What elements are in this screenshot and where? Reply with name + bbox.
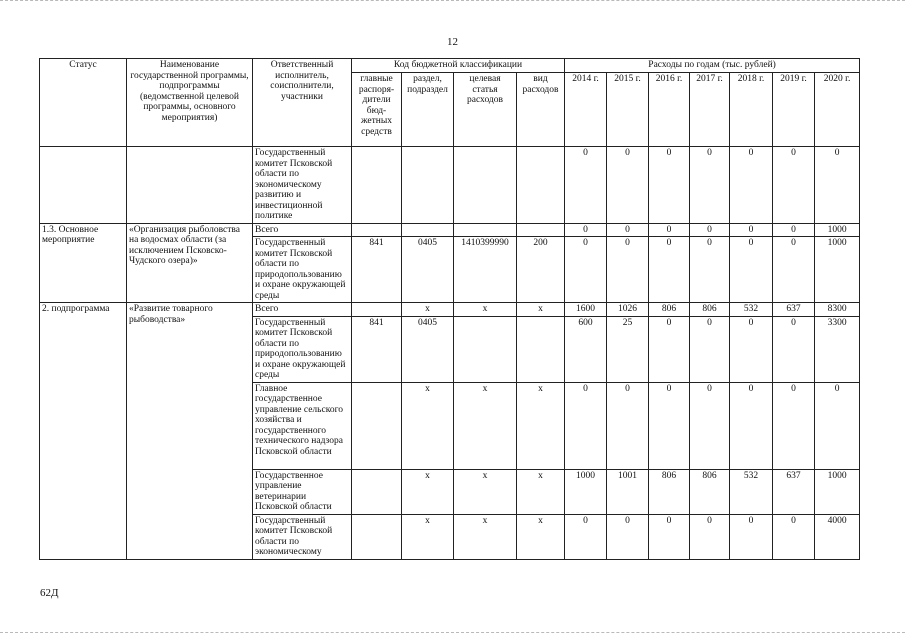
bk-target-cell: x <box>454 469 517 514</box>
value-cell: 0 <box>773 382 815 469</box>
value-cell: 806 <box>649 469 690 514</box>
bk-section-cell: 0405 <box>402 316 454 382</box>
value-cell: 806 <box>649 303 690 317</box>
value-cell: 0 <box>690 223 730 237</box>
bk-main-cell <box>352 469 402 514</box>
value-cell: 0 <box>649 316 690 382</box>
budget-table <box>39 58 860 560</box>
bk-type-cell: x <box>517 382 565 469</box>
header-responsible: Ответственный исполнитель, соисполнители, участники <box>253 59 352 147</box>
value-cell: 0 <box>607 237 649 303</box>
value-cell: 0 <box>730 147 773 224</box>
header-year: 2017 г. <box>690 73 730 147</box>
bk-section-cell: x <box>402 303 454 317</box>
header-bk-section: раздел, подраздел <box>402 73 454 147</box>
responsible-cell: Всего <box>253 223 352 237</box>
value-cell: 0 <box>649 382 690 469</box>
value-cell: 0 <box>815 382 860 469</box>
bk-target-cell: x <box>454 514 517 559</box>
bk-type-cell: x <box>517 469 565 514</box>
table-row <box>40 147 860 224</box>
bk-target-cell: x <box>454 382 517 469</box>
value-cell: 1000 <box>565 469 607 514</box>
value-cell: 0 <box>565 237 607 303</box>
value-cell: 1000 <box>815 469 860 514</box>
page-number: 12 <box>447 36 458 48</box>
name-cell: «Организация рыболовства на водосмах области (за исключением Псковско-Чудского озера)» <box>127 223 253 303</box>
bk-section-cell: x <box>402 514 454 559</box>
bk-target-cell <box>454 147 517 224</box>
bk-target-cell <box>454 316 517 382</box>
value-cell: 532 <box>730 469 773 514</box>
value-cell: 0 <box>690 316 730 382</box>
value-cell: 532 <box>730 303 773 317</box>
value-cell: 0 <box>730 382 773 469</box>
header-year: 2019 г. <box>773 73 815 147</box>
value-cell: 0 <box>815 147 860 224</box>
bk-main-cell <box>352 147 402 224</box>
status-cell: 2. подпрограмма <box>40 303 127 560</box>
value-cell: 0 <box>565 223 607 237</box>
value-cell: 1000 <box>815 223 860 237</box>
value-cell: 0 <box>565 147 607 224</box>
bk-type-cell <box>517 223 565 237</box>
bk-section-cell: x <box>402 469 454 514</box>
value-cell: 0 <box>649 223 690 237</box>
value-cell: 3300 <box>815 316 860 382</box>
value-cell: 0 <box>690 382 730 469</box>
responsible-cell: Государственный комитет Псковской области по природопользованию и охране окружающей среды <box>253 316 352 382</box>
responsible-cell: Государственный комитет Псковской области по природопользованию и охране окружающей среды <box>253 237 352 303</box>
bk-type-cell: 200 <box>517 237 565 303</box>
header-year: 2016 г. <box>649 73 690 147</box>
value-cell: 0 <box>730 237 773 303</box>
value-cell: 0 <box>607 147 649 224</box>
value-cell: 0 <box>649 514 690 559</box>
value-cell: 0 <box>773 316 815 382</box>
responsible-cell: Главное государственное управление сельского хозяйства и государственного технического надзора Псковской области <box>253 382 352 469</box>
bk-target-cell: 1410399990 <box>454 237 517 303</box>
bk-section-cell: x <box>402 382 454 469</box>
footer-code: 62Д <box>40 587 59 599</box>
header-year: 2015 г. <box>607 73 649 147</box>
table-row <box>40 303 860 317</box>
bk-type-cell <box>517 147 565 224</box>
value-cell: 0 <box>607 382 649 469</box>
header-status: Статус <box>40 59 127 147</box>
scan-edge-top <box>0 0 905 3</box>
bk-section-cell: 0405 <box>402 237 454 303</box>
responsible-cell: Всего <box>253 303 352 317</box>
responsible-cell: Государственный комитет Псковской области по экономическому <box>253 514 352 559</box>
name-cell: «Развитие товарного рыбоводства» <box>127 303 253 560</box>
value-cell: 1026 <box>607 303 649 317</box>
value-cell: 0 <box>565 382 607 469</box>
value-cell: 0 <box>607 223 649 237</box>
bk-type-cell: x <box>517 514 565 559</box>
value-cell: 0 <box>649 237 690 303</box>
value-cell: 1000 <box>815 237 860 303</box>
value-cell: 0 <box>773 147 815 224</box>
value-cell: 637 <box>773 303 815 317</box>
value-cell: 0 <box>773 223 815 237</box>
name-cell <box>127 147 253 224</box>
status-cell: 1.3. Основное мероприятие <box>40 223 127 303</box>
value-cell: 806 <box>690 303 730 317</box>
scan-edge-bottom <box>0 632 905 635</box>
responsible-cell: Государственное управление ветеринарии Псковской области <box>253 469 352 514</box>
header-name: Наименование государственной программы, подпрограммы (ведомственной целевой программы, основного мероприятия) <box>127 59 253 147</box>
value-cell: 1600 <box>565 303 607 317</box>
value-cell: 0 <box>690 237 730 303</box>
bk-section-cell <box>402 147 454 224</box>
value-cell: 25 <box>607 316 649 382</box>
responsible-cell: Государственный комитет Псковской области по экономическому развитию и инвестиционной политике <box>253 147 352 224</box>
bk-target-cell: x <box>454 303 517 317</box>
value-cell: 0 <box>730 223 773 237</box>
value-cell: 8300 <box>815 303 860 317</box>
value-cell: 600 <box>565 316 607 382</box>
header-bk-type: вид расходов <box>517 73 565 147</box>
header-year: 2014 г. <box>565 73 607 147</box>
value-cell: 0 <box>730 514 773 559</box>
value-cell: 0 <box>649 147 690 224</box>
bk-type-cell: x <box>517 303 565 317</box>
header-bk-group: Код бюджетной классификации <box>352 59 565 73</box>
bk-main-cell <box>352 382 402 469</box>
header-year: 2018 г. <box>730 73 773 147</box>
value-cell: 0 <box>730 316 773 382</box>
value-cell: 1001 <box>607 469 649 514</box>
header-bk-target: целевая статья расходов <box>454 73 517 147</box>
bk-target-cell <box>454 223 517 237</box>
bk-section-cell <box>402 223 454 237</box>
value-cell: 637 <box>773 469 815 514</box>
header-expenses-group: Расходы по годам (тыс. рублей) <box>565 59 860 73</box>
value-cell: 0 <box>690 147 730 224</box>
header-year: 2020 г. <box>815 73 860 147</box>
value-cell: 0 <box>607 514 649 559</box>
value-cell: 0 <box>565 514 607 559</box>
bk-main-cell: 841 <box>352 237 402 303</box>
value-cell: 0 <box>773 514 815 559</box>
value-cell: 806 <box>690 469 730 514</box>
bk-main-cell: 841 <box>352 316 402 382</box>
value-cell: 0 <box>690 514 730 559</box>
bk-main-cell <box>352 303 402 317</box>
bk-main-cell <box>352 514 402 559</box>
value-cell: 4000 <box>815 514 860 559</box>
bk-type-cell <box>517 316 565 382</box>
value-cell: 0 <box>773 237 815 303</box>
bk-main-cell <box>352 223 402 237</box>
header-bk-main: главные распоря-дители бюд-жетных средств <box>352 73 402 147</box>
table-row <box>40 223 860 237</box>
status-cell <box>40 147 127 224</box>
